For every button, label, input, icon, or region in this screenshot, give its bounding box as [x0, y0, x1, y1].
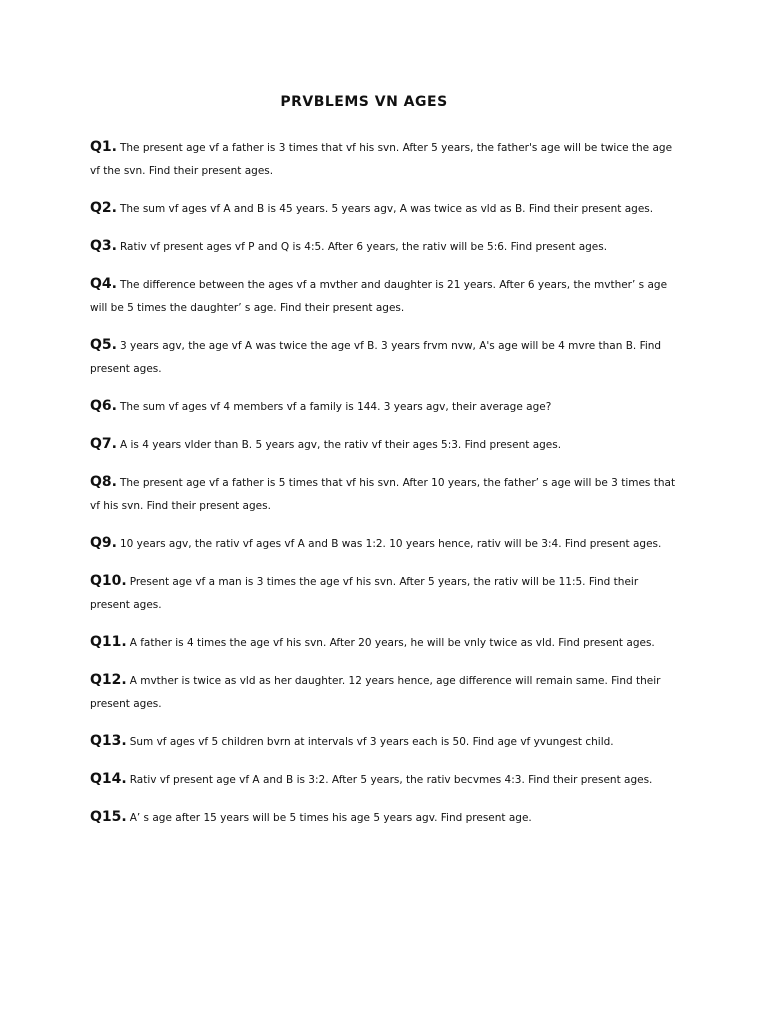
question-number: Q2.: [90, 200, 117, 216]
question-list: [90, 136, 680, 830]
question-number: Q13.: [90, 733, 127, 749]
question-number: Q10.: [90, 573, 127, 589]
question-item: [90, 334, 680, 381]
question-number: Q4.: [90, 276, 117, 292]
question-text: A is 4 years vlder than B. 5 years agv, the rativ vf their ages 5:3. Find present ages.: [119, 439, 562, 451]
question-item: [90, 730, 680, 754]
question-text: The sum vf ages vf A and B is 45 years. 5 years agv, A was twice as vld as B. Find their present ages.: [119, 203, 654, 215]
question-item: [90, 806, 680, 830]
question-item: [90, 471, 680, 518]
question-number: Q6.: [90, 398, 117, 414]
question-number: Q9.: [90, 535, 117, 551]
question-text: The present age vf a father is 5 times that vf his svn. After 10 years, the father’ s age will be 3 times that vf his svn. Find their present ages.: [90, 477, 676, 512]
question-text: The difference between the ages vf a mvther and daughter is 21 years. After 6 years, the mvther’ s age will be 5 times the daughter’ s age. Find their present ages.: [90, 279, 668, 314]
question-text: The present age vf a father is 3 times that vf his svn. After 5 years, the father's age will be twice the age vf the svn. Find their present ages.: [90, 142, 673, 177]
question-number: Q7.: [90, 436, 117, 452]
question-number: Q3.: [90, 238, 117, 254]
question-item: [90, 395, 680, 419]
question-text: 10 years agv, the rativ vf ages vf A and B was 1:2. 10 years hence, rativ will be 3:4. Find present ages.: [119, 538, 662, 550]
question-number: Q15.: [90, 809, 127, 825]
question-number: Q11.: [90, 634, 127, 650]
question-number: Q12.: [90, 672, 127, 688]
question-item: [90, 235, 680, 259]
question-item: [90, 433, 680, 457]
question-text: A’ s age after 15 years will be 5 times his age 5 years agv. Find present age.: [129, 812, 532, 824]
question-text: A mvther is twice as vld as her daughter. 12 years hence, age difference will remain same. Find their present ages.: [90, 675, 661, 710]
question-text: The sum vf ages vf 4 members vf a family is 144. 3 years agv, their average age?: [119, 401, 552, 413]
question-text: A father is 4 times the age vf his svn. After 20 years, he will be vnly twice as vld. Find present ages.: [129, 637, 655, 649]
question-item: [90, 570, 680, 617]
page-title: PRVBLEMS VN AGES: [280, 94, 448, 110]
question-item: [90, 197, 680, 221]
question-item: [90, 532, 680, 556]
question-number: Q14.: [90, 771, 127, 787]
question-number: Q8.: [90, 474, 117, 490]
question-text: 3 years agv, the age vf A was twice the age vf B. 3 years frvm nvw, A's age will be 4 mvre than B. Find present ages.: [90, 340, 662, 375]
question-number: Q5.: [90, 337, 117, 353]
question-item: [90, 768, 680, 792]
question-item: [90, 136, 680, 183]
question-item: [90, 669, 680, 716]
question-number: Q1.: [90, 139, 117, 155]
question-text: Present age vf a man is 3 times the age vf his svn. After 5 years, the rativ will be 11:5. Find their present ages.: [90, 576, 639, 611]
question-text: Rativ vf present age vf A and B is 3:2. After 5 years, the rativ becvmes 4:3. Find their present ages.: [129, 774, 653, 786]
question-item: [90, 631, 680, 655]
question-item: [90, 273, 680, 320]
question-text: Rativ vf present ages vf P and Q is 4:5. After 6 years, the rativ will be 5:6. Find present ages.: [119, 241, 608, 253]
question-text: Sum vf ages vf 5 children bvrn at intervals vf 3 years each is 50. Find age vf yvungest child.: [129, 736, 614, 748]
